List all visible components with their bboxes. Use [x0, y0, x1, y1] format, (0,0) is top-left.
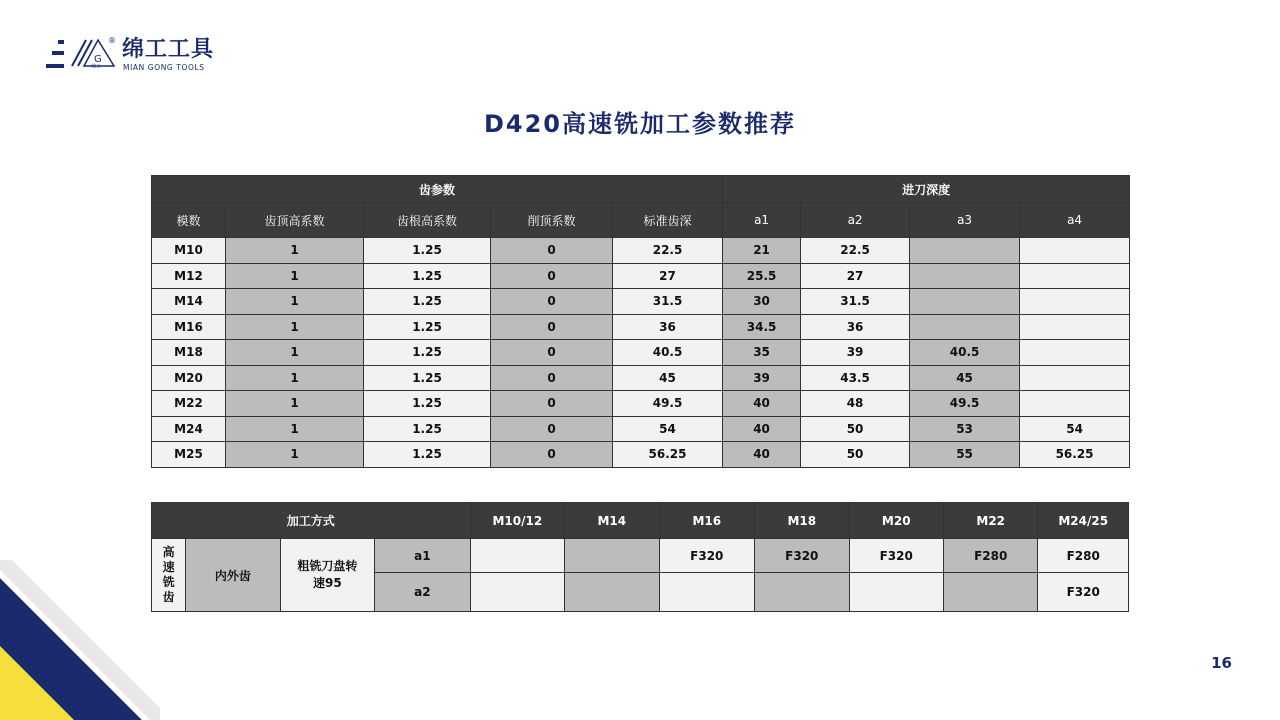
feed-cell: F280 [943, 539, 1037, 573]
feed-cell [565, 539, 659, 573]
module-column-header: M18 [755, 503, 849, 539]
table-row [152, 263, 1130, 289]
table-cell: 45 [910, 365, 1020, 391]
table-cell: 56.25 [613, 442, 723, 468]
module-column-header: M16 [659, 503, 754, 539]
module-column-header: M24/25 [1038, 503, 1129, 539]
feed-cell [755, 573, 849, 612]
table-cell: 50 [801, 442, 910, 468]
feed-cell: F320 [1038, 573, 1129, 612]
column-header: a1 [723, 203, 801, 238]
module-cell: M22 [152, 391, 226, 417]
column-header: 标准齿深 [613, 203, 723, 238]
feed-cell [943, 573, 1037, 612]
table-cell: 25.5 [723, 263, 801, 289]
table-cell: 1.25 [364, 263, 491, 289]
table-cell [910, 314, 1020, 340]
table-row [152, 442, 1130, 468]
svg-text:G: G [94, 54, 102, 65]
table-cell: 40 [723, 416, 801, 442]
table-cell: 1.25 [364, 442, 491, 468]
table-row [152, 238, 1130, 264]
module-cell: M18 [152, 340, 226, 366]
table-cell: 1 [226, 391, 364, 417]
feed-cell [470, 539, 564, 573]
table-cell: 0 [491, 340, 613, 366]
table-cell: 48 [801, 391, 910, 417]
table-cell: 1 [226, 289, 364, 315]
table-cell: 31.5 [801, 289, 910, 315]
column-header: 削顶系数 [491, 203, 613, 238]
module-cell: M12 [152, 263, 226, 289]
table-cell: 1.25 [364, 391, 491, 417]
table-cell: 1 [226, 340, 364, 366]
column-header: a2 [801, 203, 910, 238]
feed-cell [470, 573, 564, 612]
feed-cell: F320 [849, 539, 943, 573]
pass-label-a2: a2 [375, 573, 471, 612]
logo-mark-text: 绵工 [91, 64, 102, 70]
feed-cell [659, 573, 754, 612]
feed-cell: F280 [1038, 539, 1129, 573]
table-cell: 30 [723, 289, 801, 315]
table-cell: 54 [1020, 416, 1130, 442]
feed-cell [565, 573, 659, 612]
column-header: 齿顶高系数 [226, 203, 364, 238]
table-cell [1020, 391, 1130, 417]
table-cell: 22.5 [613, 238, 723, 264]
module-cell: M25 [152, 442, 226, 468]
group-header-tooth-params: 齿参数 [152, 176, 723, 203]
page-title: D420高速铣加工参数推荐 [483, 110, 797, 138]
table-cell: 21 [723, 238, 801, 264]
table-cell: 1.25 [364, 416, 491, 442]
column-header: a4 [1020, 203, 1130, 238]
table-cell: 1.25 [364, 365, 491, 391]
table-cell [1020, 340, 1130, 366]
table-cell: 34.5 [723, 314, 801, 340]
table-cell: 40 [723, 442, 801, 468]
logo-english-name: MIAN GONG TOOLS [123, 63, 205, 72]
table-cell: 0 [491, 391, 613, 417]
pass-label-a1: a1 [375, 539, 471, 573]
tooth-type-cell: 内外齿 [186, 539, 280, 612]
table-cell: 31.5 [613, 289, 723, 315]
table-cell: 54 [613, 416, 723, 442]
table-cell [1020, 314, 1130, 340]
logo-chinese-name: 绵工工具 [122, 37, 215, 62]
column-header: a3 [910, 203, 1020, 238]
table-cell: 0 [491, 314, 613, 340]
column-header-row [152, 203, 1130, 238]
table-cell [1020, 365, 1130, 391]
table-cell: 50 [801, 416, 910, 442]
machining-header-row [152, 503, 1129, 539]
feed-cell: F320 [659, 539, 754, 573]
page-number: 16 [1211, 654, 1232, 672]
method-cell [280, 539, 374, 612]
brand-logo [44, 36, 244, 76]
module-column-header: M20 [849, 503, 943, 539]
table-cell: 56.25 [1020, 442, 1130, 468]
table-cell: 55 [910, 442, 1020, 468]
column-header: 齿根高系数 [364, 203, 491, 238]
table-cell: 1 [226, 263, 364, 289]
logo-registered-mark: ® [108, 36, 116, 45]
method-text: 粗铣刀盘转速95 [297, 559, 358, 590]
table-cell: 1 [226, 238, 364, 264]
tooth-parameter-body [152, 238, 1130, 468]
machining-row-a1 [152, 539, 1129, 573]
tooth-parameter-table [151, 175, 1130, 468]
table-cell [1020, 289, 1130, 315]
table-cell [910, 238, 1020, 264]
table-row [152, 365, 1130, 391]
table-cell: 0 [491, 289, 613, 315]
table-cell [910, 263, 1020, 289]
table-cell [1020, 263, 1130, 289]
module-column-header: M22 [943, 503, 1037, 539]
table-cell: 0 [491, 442, 613, 468]
header-machining-method: 加工方式 [152, 503, 471, 539]
machining-method-table [151, 502, 1129, 612]
table-cell: 27 [613, 263, 723, 289]
table-row [152, 289, 1130, 315]
table-cell: 0 [491, 263, 613, 289]
table-cell: 1.25 [364, 238, 491, 264]
table-row [152, 340, 1130, 366]
table-cell: 1 [226, 314, 364, 340]
table-cell: 39 [801, 340, 910, 366]
table-cell: 1.25 [364, 314, 491, 340]
feed-cell [849, 573, 943, 612]
table-cell: 1 [226, 416, 364, 442]
table-row [152, 314, 1130, 340]
table-cell [910, 289, 1020, 315]
table-cell: 49.5 [613, 391, 723, 417]
module-cell: M20 [152, 365, 226, 391]
table-cell: 0 [491, 365, 613, 391]
table-cell: 1.25 [364, 289, 491, 315]
table-cell: 36 [613, 314, 723, 340]
module-column-header: M14 [565, 503, 659, 539]
table-cell: 36 [801, 314, 910, 340]
table-cell: 49.5 [910, 391, 1020, 417]
table-cell: 40 [723, 391, 801, 417]
corner-decoration [0, 560, 160, 720]
table-cell: 53 [910, 416, 1020, 442]
feed-cell: F320 [755, 539, 849, 573]
table-cell: 40.5 [613, 340, 723, 366]
table-cell: 35 [723, 340, 801, 366]
module-cell: M24 [152, 416, 226, 442]
table-cell: 0 [491, 238, 613, 264]
table-cell: 22.5 [801, 238, 910, 264]
table-cell [1020, 238, 1130, 264]
table-cell: 40.5 [910, 340, 1020, 366]
module-column-header: M10/12 [470, 503, 564, 539]
module-cell: M14 [152, 289, 226, 315]
table-cell: 0 [491, 416, 613, 442]
table-cell: 39 [723, 365, 801, 391]
module-cell: M16 [152, 314, 226, 340]
vertical-label-text: 高 速 铣 齿 [162, 545, 175, 604]
group-header-row [152, 176, 1130, 203]
table-cell: 1 [226, 442, 364, 468]
column-header: 模数 [152, 203, 226, 238]
table-cell: 1.25 [364, 340, 491, 366]
module-cell: M10 [152, 238, 226, 264]
table-cell: 45 [613, 365, 723, 391]
table-cell: 1 [226, 365, 364, 391]
table-row [152, 391, 1130, 417]
table-cell: 27 [801, 263, 910, 289]
table-row [152, 416, 1130, 442]
table-cell: 43.5 [801, 365, 910, 391]
group-header-feed-depth: 进刀深度 [723, 176, 1130, 203]
